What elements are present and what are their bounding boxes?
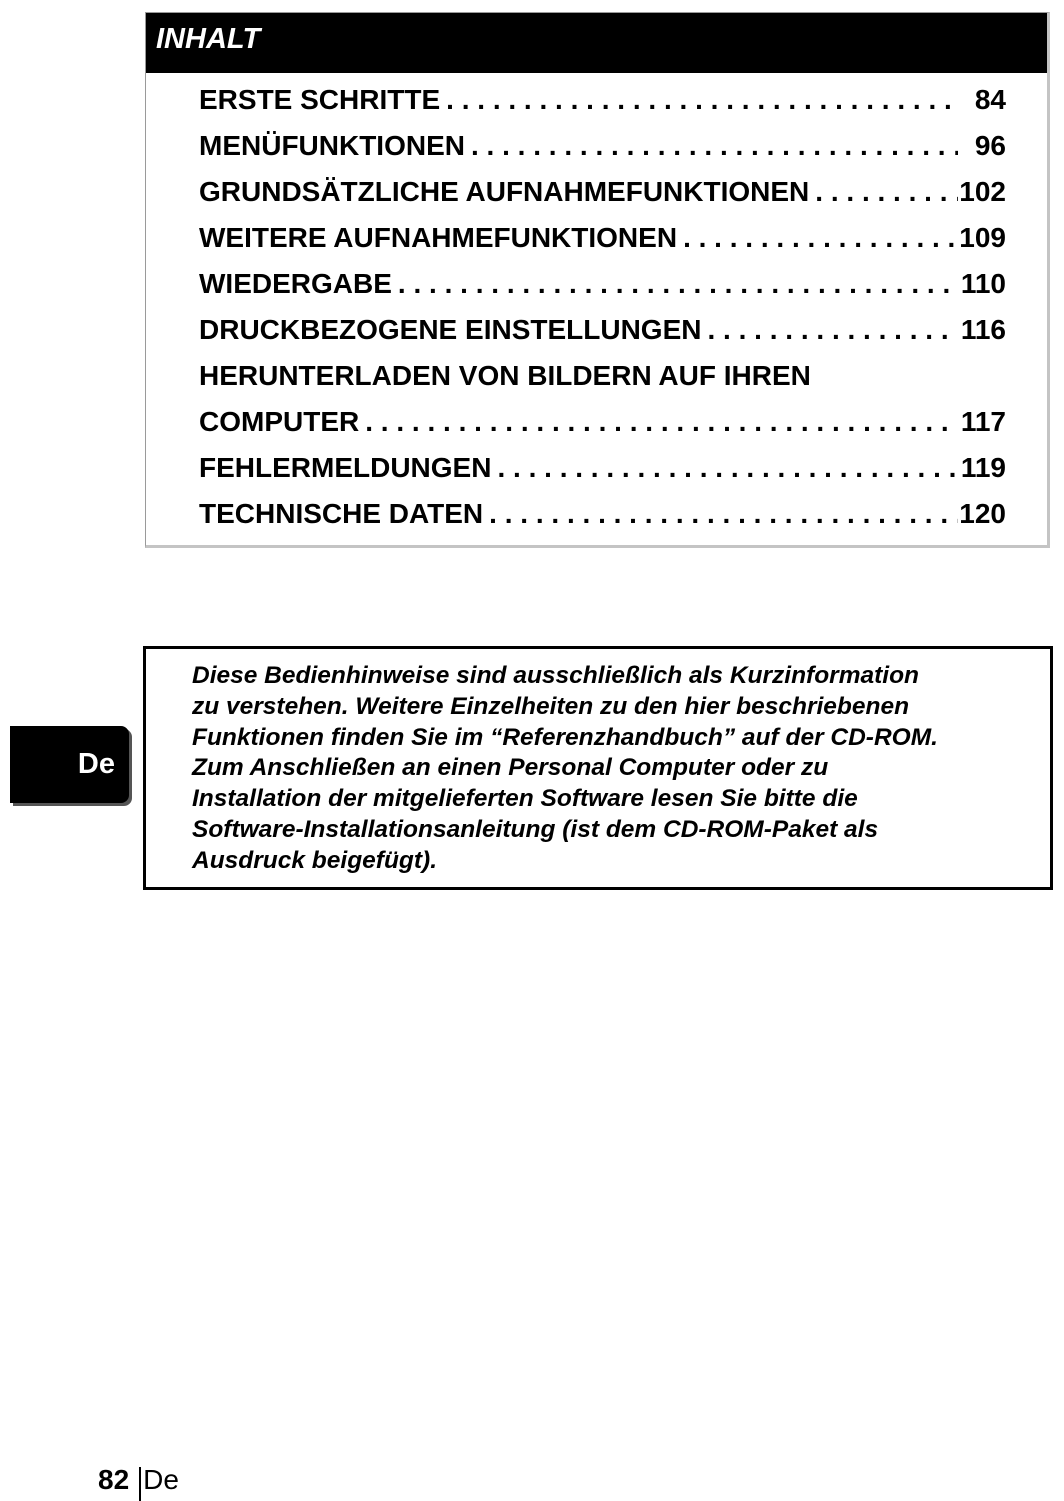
toc-dot-leader: [465, 123, 958, 169]
notice-text: Diese Bedienhinweise sind ausschließlich als Kurzinformation zu verstehen. Weitere Einzelheiten zu den hier beschriebenen Funktionen finden Sie im “Referenzhandbuch” auf der CD-ROM. Zum Anschließen an einen Personal Computer oder zu Installation der mitgelieferten Software lesen Sie bitte die Software-Installationsanleitung (ist dem CD-ROM-Paket als Ausdruck beigefügt).: [192, 662, 938, 874]
page-footer: [98, 1462, 179, 1498]
toc-entry-page: 109: [959, 222, 1006, 253]
toc-entry-page: 96: [974, 130, 1006, 161]
toc-entry-druckbezogene-einstellungen[interactable]: [199, 307, 1006, 353]
toc-entry-menuefunktionen[interactable]: [199, 123, 1006, 169]
toc-entry-title: HERUNTERLADEN VON BILDERN AUF IHREN: [199, 360, 811, 391]
language-tab: [10, 726, 129, 803]
toc-dot-leader: [701, 307, 958, 353]
toc-entry-page: 120: [959, 498, 1006, 529]
toc-dot-leader: [809, 169, 958, 215]
toc-entry-title: WEITERE AUFNAHMEFUNKTIONEN: [199, 222, 678, 253]
toc-entry-wiedergabe[interactable]: [199, 261, 1006, 307]
toc-entry-computer[interactable]: [199, 399, 1006, 445]
footer-language: De: [143, 1464, 179, 1495]
toc-entry-title: WIEDERGABE: [199, 268, 392, 299]
toc-entry-grundsaetzliche-aufnahmefunktionen[interactable]: [199, 169, 1006, 215]
table-of-contents: [145, 12, 1050, 548]
footer-divider: [139, 1467, 141, 1501]
toc-dot-leader: [392, 261, 958, 307]
toc-entry-erste-schritte[interactable]: [199, 77, 1006, 123]
toc-entry-page: 117: [960, 406, 1006, 437]
language-tab-label: De: [77, 748, 115, 780]
toc-entry-title: DRUCKBEZOGENE EINSTELLUNGEN: [199, 314, 702, 345]
toc-entry-title: TECHNISCHE DATEN: [199, 498, 484, 529]
toc-entry-technische-daten[interactable]: [199, 491, 1006, 537]
page-number: 82: [98, 1464, 130, 1495]
toc-dot-leader: [483, 491, 958, 537]
toc-entry-page: 119: [960, 452, 1006, 483]
toc-entry-fehlermeldungen[interactable]: [199, 445, 1006, 491]
toc-entry-title: COMPUTER: [199, 406, 360, 437]
toc-entry-weitere-aufnahmefunktionen[interactable]: [199, 215, 1006, 261]
toc-entry-herunterladen-line-1[interactable]: [199, 353, 1006, 399]
toc-dot-leader: [359, 399, 958, 445]
toc-dot-leader: [677, 215, 958, 261]
toc-entry-page: 110: [960, 268, 1006, 299]
toc-entry-title: ERSTE SCHRITTE: [199, 84, 441, 115]
toc-list: [199, 77, 1006, 537]
toc-entry-page: 102: [959, 176, 1006, 207]
toc-entry-title: FEHLERMELDUNGEN: [199, 452, 492, 483]
toc-entry-title: GRUNDSÄTZLICHE AUFNAHMEFUNKTIONEN: [199, 176, 810, 207]
toc-entry-title: MENÜFUNKTIONEN: [199, 130, 465, 161]
notice-box: [143, 646, 1053, 890]
toc-dot-leader: [440, 77, 958, 123]
toc-title: INHALT: [146, 13, 1047, 73]
toc-entry-page: 116: [960, 314, 1006, 345]
toc-entry-page: 84: [974, 84, 1006, 115]
toc-dot-leader: [491, 445, 958, 491]
